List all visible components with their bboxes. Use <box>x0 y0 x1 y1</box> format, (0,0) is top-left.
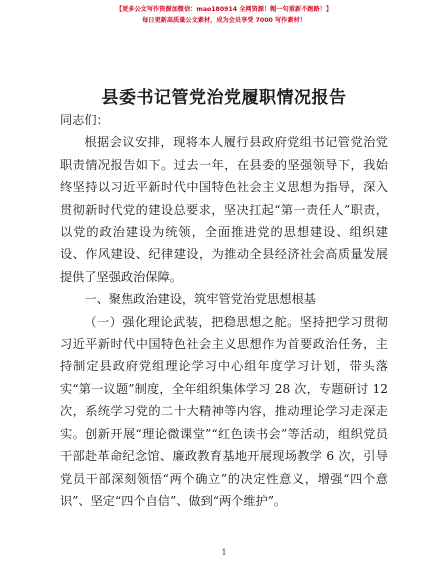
promo-banner-line-2: 每日更新高质量公文素材，成为会员享受 7000 写作素材！ <box>142 17 306 24</box>
document-body <box>60 109 388 512</box>
promo-banner <box>0 4 448 26</box>
promo-banner-line-1: 【更多公文写作资源加微信：mao180914 全网资源！帽一句重新不跑路！】 <box>115 6 333 13</box>
paragraph-subsection-1: （一）强化理论武装，把稳思想之舵。坚持把学习贯彻习近平新时代中国特色社会主义思想作为首要政治任务，主持制定县政府党组理论学习中心组年度学习计划，带头落实“第一议题”制度，全年组织集体学习 28 次，专题研讨 12 次，系统学习党的二十大精神等内容，推动理论学习走深走实。创新开展“理论微课堂”“红色读书会”等活动，组织党员干部赴革命纪念馆、廉政教育基地开展现场教学 6 次，引导党员干部深刻领悟“两个确立”的决定性意义，增强“四个意识”、坚定“四个自信”、做到“两个维护”。 <box>60 314 388 508</box>
document-title: 县委书记管党治党履职情况报告 <box>101 88 347 108</box>
salutation: 同志们： <box>60 113 109 127</box>
section-heading: 一、聚焦政治建设，筑牢管党治党思想根基 <box>84 292 316 307</box>
page-number: 1 <box>221 548 227 557</box>
paragraph-intro: 根据会议安排，现将本人履行县政府党组书记管党治党职责情况报告如下。过去一年，在县委的坚强领导下，我始终坚持以习近平新时代中国特色社会主义思想为指导，深入贯彻新时代党的建设总要求，坚决扛起“第一责任人”职责，以党的政治建设为统领，全面推进党的思想建设、组织建设、作风建设、纪律建设，为推动全县经济社会高质量发展提供了坚强政治保障。 <box>60 135 388 284</box>
